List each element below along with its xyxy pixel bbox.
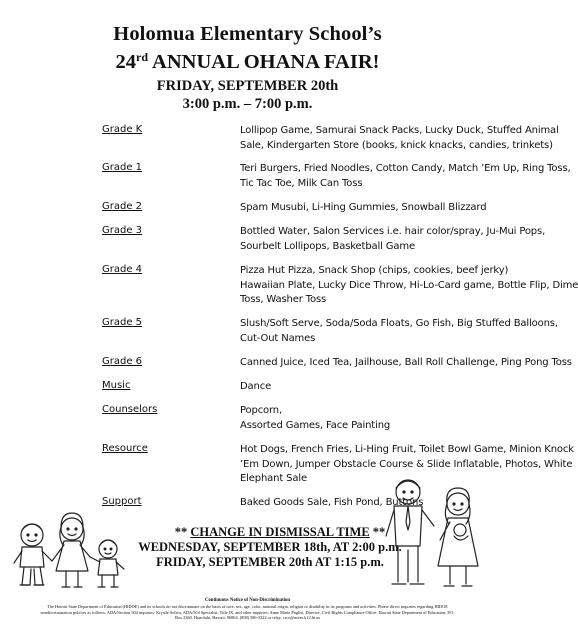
booth-items bbox=[240, 124, 559, 153]
booth-item-line: Sourbelt Lollipops, Basketball Game bbox=[240, 240, 415, 252]
booth-label: Grade 3 bbox=[102, 225, 143, 236]
booth-items bbox=[240, 225, 546, 254]
booth-item-line: Elephant Sale bbox=[240, 473, 307, 484]
booth-item-line: Hot Dogs, French Fries, Li-Hing Fruit, Toilet Bowl Game, Minion Knock bbox=[240, 444, 574, 455]
booth-item-line: Toss, Washer Toss bbox=[240, 294, 327, 305]
family-illustration bbox=[378, 470, 490, 595]
booth-item-line: Spam Musubi, Li-Hing Gummies, Snowball Blizzard bbox=[240, 202, 487, 213]
fair-date: FRIDAY, SEPTEMBER 20th bbox=[156, 78, 339, 94]
booth-item-line: Baked Goods Sale, Fish Pond, Buttons bbox=[240, 497, 424, 508]
dismissal-title: CHANGE IN DISMISSAL TIME bbox=[190, 525, 370, 539]
booth-item-line: ’Em Down, Jumper Obstacle Course & Slide Inflatable, Photos, White bbox=[240, 458, 573, 470]
booth-item-line: Cut-Out Names bbox=[240, 332, 316, 344]
booth-items bbox=[240, 201, 488, 216]
fair-name: ANNUAL OHANA FAIR! bbox=[152, 51, 380, 73]
booth-items bbox=[240, 162, 571, 191]
booth-item-line: Sale, Kindergarten Store (books, knick knacks, candies, trinkets) bbox=[240, 139, 553, 151]
booth-item-line: Dance bbox=[240, 381, 272, 392]
booth-label: Resource bbox=[102, 443, 148, 454]
dismissal-day: WEDNESDAY, SEPTEMBER 18th, AT bbox=[138, 540, 353, 554]
booth-item-line: Assorted Games, Face Painting bbox=[240, 419, 391, 431]
dismissal-time: 1:15 p.m. bbox=[334, 555, 384, 569]
booth-item-line: Teri Burgers, Fried Noodles, Cotton Candy, Match ’Em Up, Ring Toss, bbox=[240, 163, 571, 174]
dismissal-time: 2:00 p.m. bbox=[352, 540, 402, 554]
dismissal-line-friday bbox=[120, 555, 420, 570]
fair-time: 3:00 p.m. – 7:00 p.m. bbox=[182, 96, 313, 112]
booth-items bbox=[240, 404, 488, 433]
fair-number: 24 bbox=[115, 51, 137, 73]
stars-left: ** bbox=[174, 525, 191, 539]
booth-item-line: Hawaiian Plate, Lucky Dice Throw, Hi-Lo-Card game, Bottle Flip, Dime bbox=[240, 279, 578, 291]
booth-label: Grade 4 bbox=[102, 264, 143, 275]
booth-label: Grade 6 bbox=[102, 356, 143, 367]
notice-body: The Hawaii State Department of Education (HIDOE) and its schools do not discriminate on the basis of race, sex, age, color, national origin, religion or disability in its programs and activities. Please direct inquiries regarding HIDOE nondiscrimination policies as follows: ADA/Section 504 inquiries: Krystle Soliva, ADA/504 Specialist; Title IX, and other inquiries: Anne Marie Puglisi, Director, Civil Rights Compliance Office, Hawaii State Department of Education, P.O. Box 2360, Honolulu, Hawaii, 96804, (808) 586-3322 or relay, crco@notes.k12.hi.us bbox=[40, 604, 455, 621]
dismissal-heading bbox=[165, 525, 395, 540]
school-name: Holomua Elementary School’s bbox=[113, 23, 382, 45]
booth-label: Support bbox=[102, 496, 142, 507]
booth-label: Music bbox=[102, 380, 131, 391]
booth-item-line: Canned Juice, Iced Tea, Jailhouse, Ball Roll Challenge, Ping Pong Toss bbox=[240, 357, 572, 368]
kids-illustration bbox=[8, 505, 140, 595]
fair-ordinal: rd bbox=[136, 50, 149, 64]
booth-label: Counselors bbox=[102, 404, 158, 415]
booth-item-line: Popcorn, bbox=[240, 405, 283, 416]
dismissal-line-wednesday bbox=[120, 540, 420, 555]
booth-label: Grade K bbox=[102, 124, 143, 135]
booth-item-line: Slush/Soft Serve, Soda/Soda Floats, Go Fish, Big Stuffed Balloons, bbox=[240, 318, 558, 329]
booth-label: Grade 5 bbox=[102, 317, 143, 328]
notice-title: Continuous Notice of Non-Discrimination bbox=[204, 598, 291, 603]
fair-title bbox=[0, 51, 495, 74]
booth-label: Grade 1 bbox=[102, 162, 143, 173]
booth-item-line: Pizza Hut Pizza, Snack Shop (chips, cookies, beef jerky) bbox=[240, 265, 509, 276]
booth-label: Grade 2 bbox=[102, 201, 143, 212]
booth-items bbox=[240, 317, 558, 346]
booth-item-line: Lollipop Game, Samurai Snack Packs, Lucky Duck, Stuffed Animal bbox=[240, 125, 559, 136]
booth-item-line: Tic Tac Toe, Milk Can Toss bbox=[240, 177, 363, 189]
booth-items bbox=[240, 264, 578, 308]
booth-items bbox=[240, 356, 572, 371]
booth-items bbox=[240, 380, 488, 395]
dismissal-day: FRIDAY, SEPTEMBER 20th AT bbox=[156, 555, 335, 569]
stars-right: ** bbox=[369, 525, 386, 539]
booth-item-line: Bottled Water, Salon Services i.e. hair color/spray, Ju-Mui Pops, bbox=[240, 226, 546, 237]
